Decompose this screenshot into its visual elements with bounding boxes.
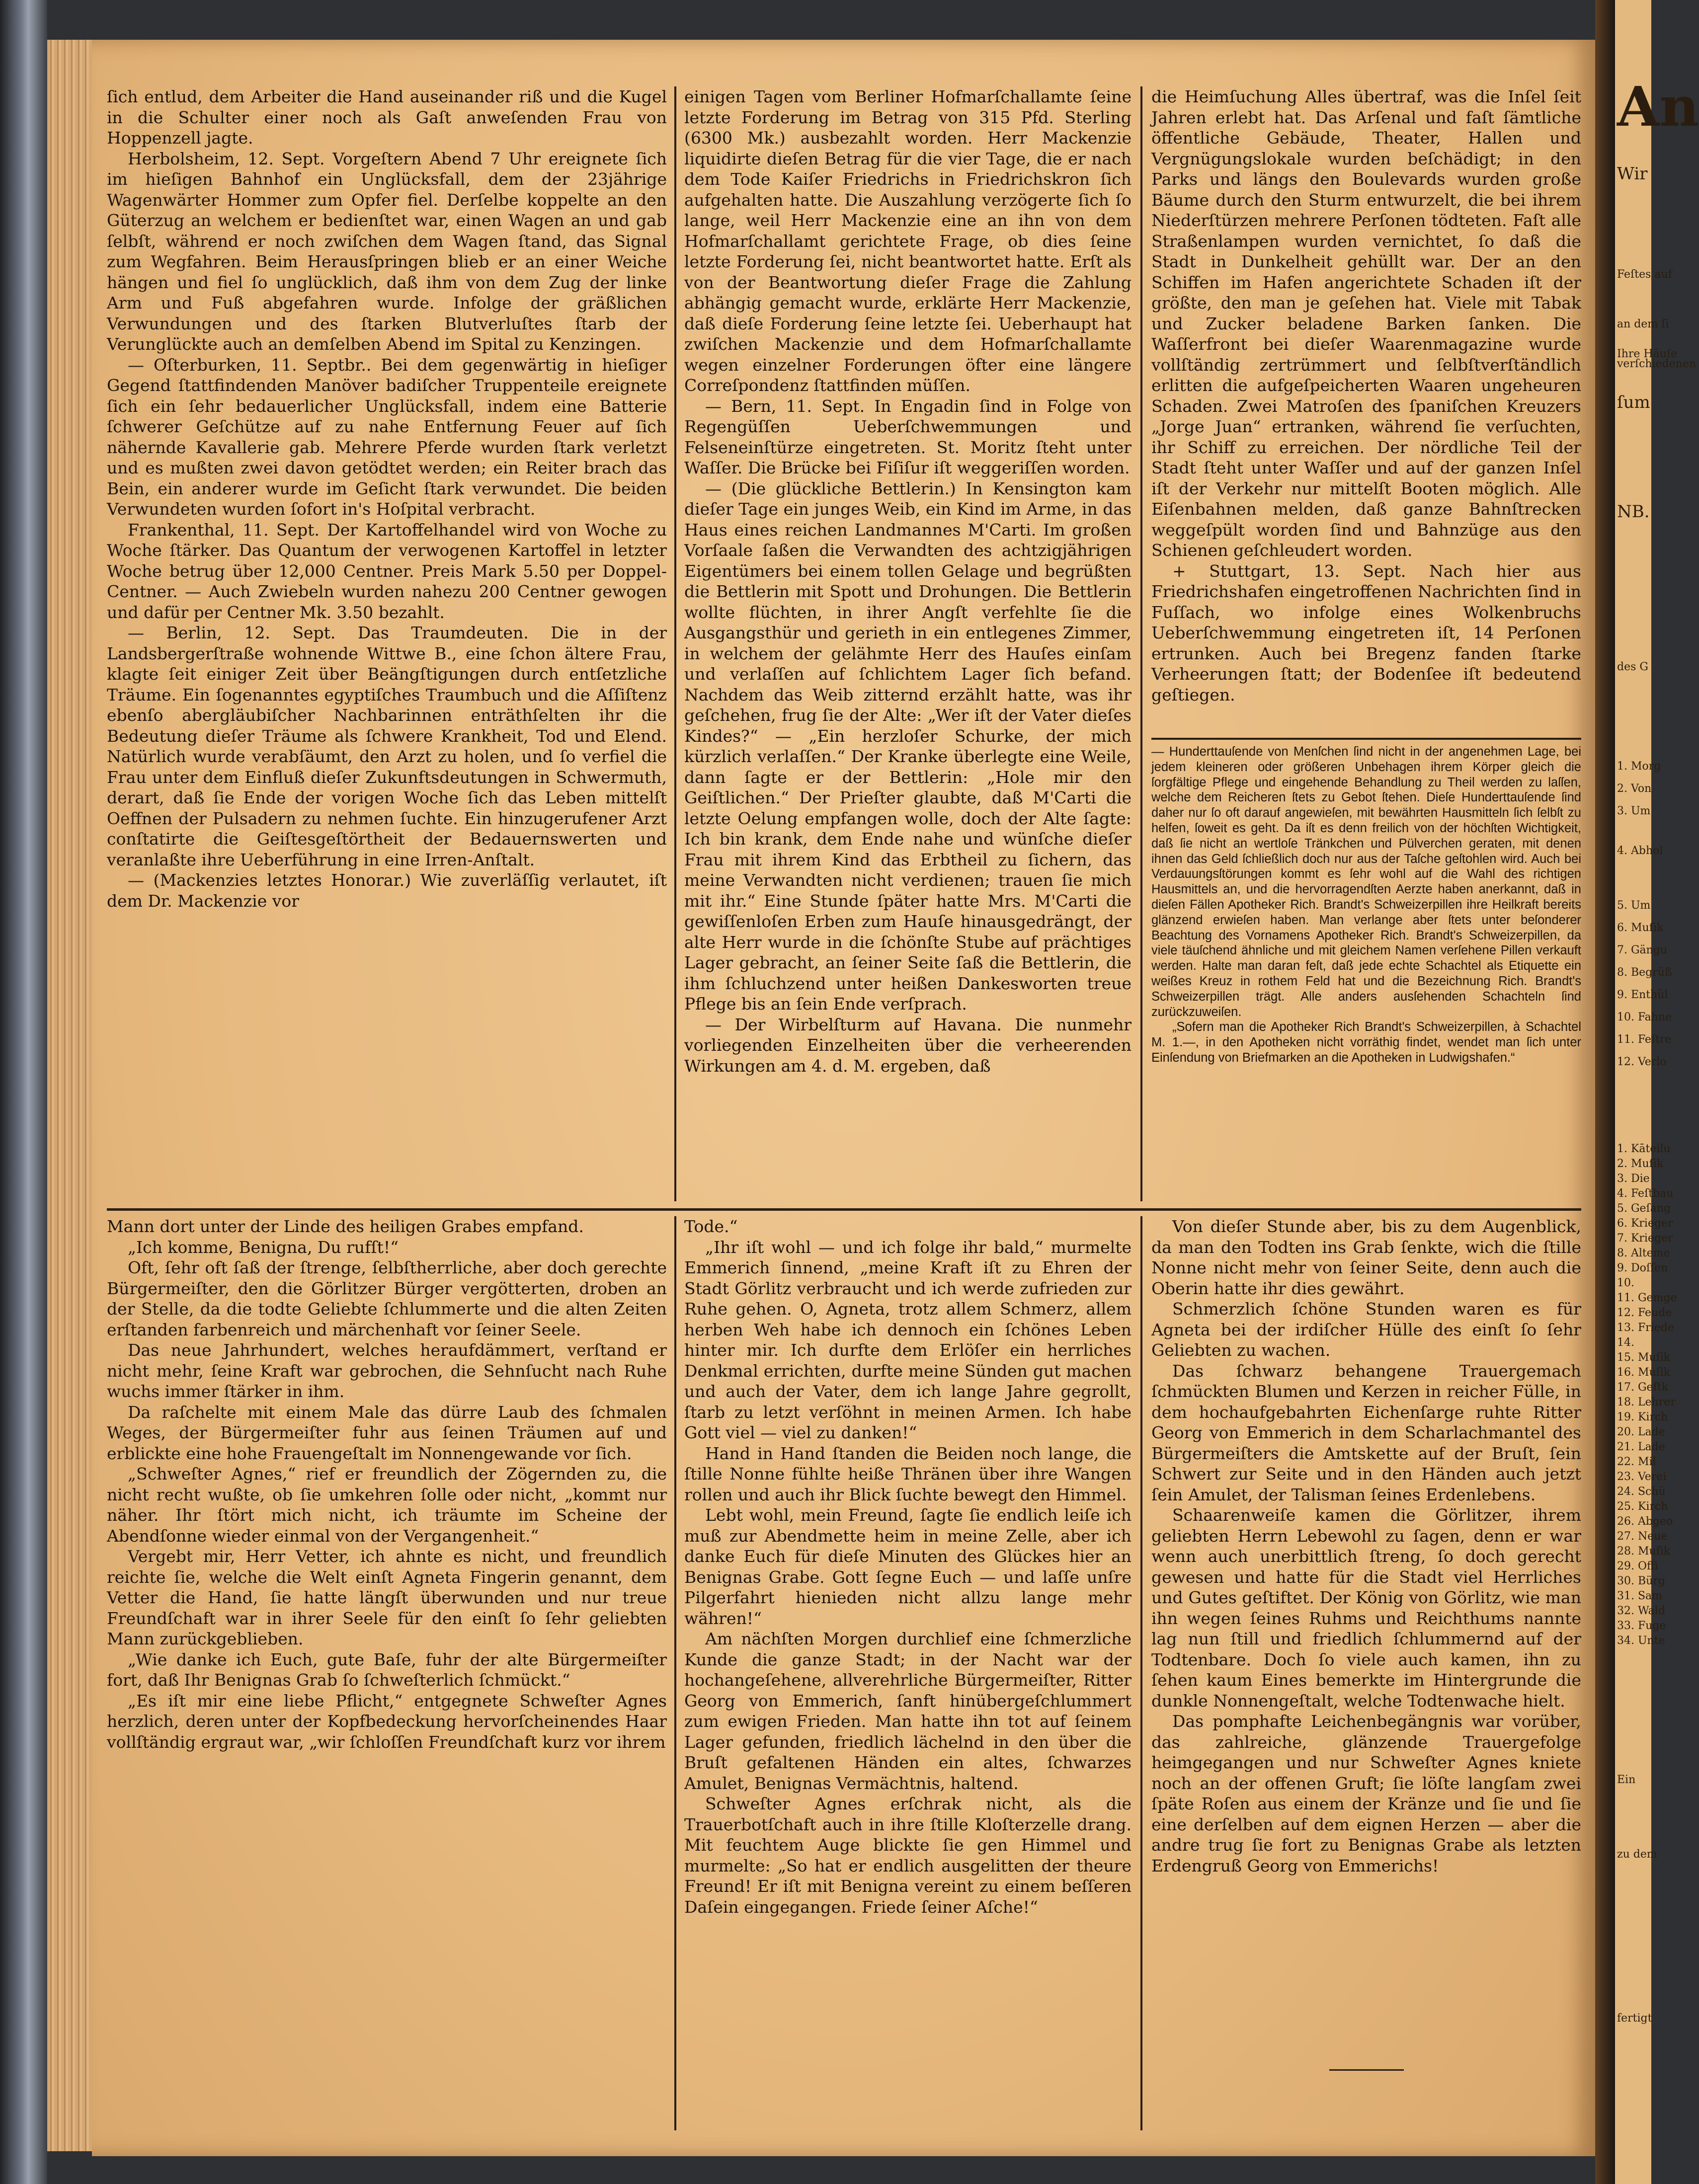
paragraph: Tode.“ xyxy=(684,1217,738,1236)
paragraph: Lebt wohl, mein Freund, ſagte ſie endlich leiſe ich muß zur Abendmette heim in meine Zelle, aber ich danke Euch für dieſe Minuten des Glückes hier an Benignas Grabe. Gott ſegne Euch — und laſſe unſre Pilgerfahrt hienieden nicht allzu lange mehr währen!“ xyxy=(684,1505,1132,1628)
paragraph: Vergebt mir, Herr Vetter, ich ahnte es nicht, und freundlich reichte ſie, welche die Welt einſt Agneta Fingerin genannt, dem Vetter die Hand, ſie hatte längſt überwunden und nur treue Freundſchaft war in ihrer Seele für den einſt ſo ſehr geliebten Mann zurückgeblieben. xyxy=(107,1547,667,1648)
paragraph: — (Die glückliche Bettlerin.) In Kensington kam dieſer Tage ein junges Weib, ein Kind im Arme, in das Haus eines reichen Landmannes M'Carti. Im großen Vorſaale ſaßen die Verwandten des achtzigjährigen Eigentümers bei einem tollen Gelage und begrüßten die Bettlerin mit Spott und Drohungen. Die Bettlerin wollte flüchten, in ihrer Angſt verfehlte ſie die Ausgangsthür und gerieth in ein entlegenes Zimmer, in welchem der gelähmte Herr des Hauſes einſam und verlaſſen auf ſchlichtem Lager ſich befand. Nachdem das Weib zitternd erzählt hatte, was ihr geſchehen, frug ſie der Alte: „Wer iſt der Vater dieſes Kindes?“ — „Ein herzloſer Schurke, der mich kürzlich verlaſſen.“ Der Kranke überlegte eine Weile, dann ſagte er der Bettlerin: „Hole mir den Geiſtlichen.“ Der Prieſter glaubte, daß M'Carti die letzte Oelung empfangen wolle, doch der Alte ſagte: Ich bin krank, dem Ende nahe und wünſche dieſer Frau mit ihrem Kind das Erbtheil zu ſichern, das meine Verwandten nicht verdienen; trauen ſie mich mit ihr.“ Eine Stunde ſpäter hatte Mrs. M'Carti die gewiſſenloſen Erben zum Hauſe hinausgedrängt, der alte Herr wurde in die ſchönſte Stube auf prächtiges Lager gebracht, an ſeiner Seite ſaß die Bettlerin, die ihm ſchluchzend unter heißen Dankesworten treue Pflege bis an ſein Ende verſprach. xyxy=(684,478,1132,1014)
adjacent-fragment: 2. Muſik xyxy=(1617,1158,1664,1170)
paragraph: Schmerzlich ſchöne Stunden waren es für Agneta bei der irdiſcher Hülle des einſt ſo ſehr Geliebten zu wachen. xyxy=(1151,1299,1581,1360)
adjacent-fragment: 7. Gängu xyxy=(1617,944,1668,956)
notice-footer: „Sofern man die Apotheker Rich Brandt's Schweizerpillen, à Schachtel M. 1.—, in den Apotheken nicht vorräthig findet, wendet man ſich unter Einſendung von Briefmarken an die Apotheken in Ludwigshafen.“ xyxy=(1151,1020,1581,1065)
adjacent-fragment: zu dem xyxy=(1617,1848,1657,1861)
adjacent-fragment: 6. Krieger xyxy=(1617,1217,1673,1230)
adjacent-fragment: 22. Mil xyxy=(1617,1456,1656,1468)
column-rule xyxy=(674,86,676,1201)
adjacent-page-strip xyxy=(1615,0,1699,2184)
paragraph: — Berlin, 12. Sept. Das Traumdeuten. Die in der Landsbergerſtraße wohnende Wittwe B., eine ſchon ältere Frau, klagte ſeit einiger Zeit über Beängſtigungen durch entſetzliche Träume. Ein ſogenanntes egyptiſches Traumbuch und die Aſſiſtenz ebenſo abergläubiſcher Nachbarinnen enträthſelten ihr die Bedeutung dieſer Träume als ſchwere Krankheit, Tod und Elend. Natürlich wurde verabſäumt, den Arzt zu holen, und ſo verfiel die Frau unter dem Einfluß dieſer Zukunftsdeutungen in Schwermuth, derart, daß ſie Ende der vorigen Woche ſich das Leben mittelſt Oeffnen der Pulsadern zu nehmen ſuchte. Ein hinzugerufener Arzt conſtatirte die Geiſtesgeſtörtheit der Bedauernswerten und veranlaßte ihre Ueberführung in eine Irren-Anſtalt. xyxy=(107,623,667,869)
column-rule xyxy=(674,1216,676,2130)
paragraph: Das ſchwarz behangene Trauergemach ſchmückten Blumen und Kerzen in reicher Fülle, in dem hochaufgebahrten Eichenſarge ruhte Ritter Georg von Emmerich in dem Scharlachmantel des Bürgermeiſters die Amtskette auf der Bruſt, ſein Schwert zur Seite und in den Händen auch jetzt ſein Amulet, der Talisman ſeines Erdenlebens. xyxy=(1151,1361,1581,1504)
adjacent-fragment: 6. Muſik xyxy=(1617,922,1664,934)
top-column-2 xyxy=(684,86,1132,1201)
adjacent-fragment: 4. Feſtbau xyxy=(1617,1187,1674,1200)
paragraph: Hand in Hand ſtanden die Beiden noch lange, die ſtille Nonne fühlte heiße Thränen über ihre Wangen rollen und auch ihr Blick ſuchte bewegt den Himmel. xyxy=(684,1443,1132,1504)
adjacent-fragment: 1. Kāteilu xyxy=(1617,1143,1671,1155)
paragraph: Am nächſten Morgen durchlief eine ſchmerzliche Kunde die ganze Stadt; in der Nacht war der hochangeſehene, allverehrliche Bürgermeiſter, Ritter Georg von Emmerich, ſanft hinübergeſchlummert zum ewigen Frieden. Man hatte ihn tot auf ſeinem Lager gefunden, friedlich lächelnd in den über die Bruſt gefaltenen Händen ein altes, ſchwarzes Amulet, Benignas Vermächtnis, haltend. xyxy=(684,1629,1132,1793)
adjacent-fragment: 7. Krieger xyxy=(1617,1232,1673,1245)
adjacent-header: An xyxy=(1617,75,1699,139)
adjacent-fragment: 3. Um xyxy=(1617,805,1651,817)
adjacent-fragment: Feſtes auf xyxy=(1617,268,1672,281)
adjacent-fragment: Wir xyxy=(1617,164,1648,184)
adjacent-fragment: Ein xyxy=(1617,1774,1636,1786)
adjacent-fragment: verſchiedenen xyxy=(1617,358,1697,370)
end-mark xyxy=(1329,2069,1404,2071)
adjacent-fragment: 32. Wald xyxy=(1617,1605,1665,1617)
adjacent-fragment: 1. Morg xyxy=(1617,760,1661,773)
adjacent-fragment: 33. Fuge xyxy=(1617,1620,1666,1632)
paragraph: Da raſchelte mit einem Male das dürre Laub des ſchmalen Weges, der Bürgermeiſter fuhr aus ſeinen Träumen auf und erblickte eine hohe Frauengeſtalt im Nonnengewande vor ſich. xyxy=(107,1402,667,1463)
paragraph: — Der Wirbelſturm auf Havana. Die nunmehr vorliegenden Einzelheiten über die verheerenden Wirkungen am 4. d. M. ergeben, daß xyxy=(684,1014,1132,1076)
advertisement-notice xyxy=(1151,744,1581,1201)
adjacent-fragment: 2. Von xyxy=(1617,782,1652,795)
paragraph: Oft, ſehr oft ſaß der ſtrenge, ſelbſtherrliche, aber doch gerechte Bürgermeiſter, den die Görlitzer Bürger vergötterten, droben an der Stelle, da die todte Geliebte ſchlummerte und die alten Zeiten erſtanden farbenreich und märchenhaft vor ſeiner Seele. xyxy=(107,1258,667,1339)
adjacent-fragment: 11. Feſtre xyxy=(1617,1033,1672,1046)
adjacent-fragment: an dem ſi xyxy=(1617,318,1669,330)
adjacent-fragment: 21. Lade xyxy=(1617,1441,1665,1453)
adjacent-fragment: 4. Abhol xyxy=(1617,845,1663,857)
adjacent-fragment: 31. Sam xyxy=(1617,1590,1663,1602)
adjacent-fragment: 12. Feude xyxy=(1617,1307,1672,1319)
adjacent-fragment: 30. Bürg xyxy=(1617,1575,1665,1587)
notice-paragraph: — Hunderttauſende von Menſchen ſind nicht in der angenehmen Lage, bei jedem kleineren oder größeren Unbehagen ihrem Körper gleich die ſorgfältige Pflege und eingehende Behandlung zu Theil werden zu laſſen, welche dem Reicheren ſtets zu Gebot ſtehen. Dieſe Hunderttauſende ſind daher nur ſo oft darauf angewieſen, mit bewährten Hausmitteln ſich ſelbſt zu helfen, ſoweit es geht. Da iſt es denn freilich von der höchſten Wichtigkeit, daß ſie nicht an wertloſe Tränkchen und Pülverchen geraten, mit denen ihnen das Geld ſchließlich doch nur aus der Taſche geſtohlen wird. Auch bei Verdauungsſtörungen kommt es ſehr wohl auf die Wahl des richtigen Hausmittels an, und die hervorragendſten Aerzte haben anerkannt, daß in dieſen Fällen Apotheker Rich. Brandt's Schweizerpillen ihre Heilkraft bereits glänzend erwieſen haben. Man verlange aber ſtets unter beſonderer Beachtung des Vornamens Apotheker Rich. Brandt's Schweizerpillen, da viele täuſchend ähnliche und mit gleichem Namen verſehene Pillen verkauft werden. Halte man daran feſt, daß jede echte Schachtel als Etiquette ein weißes Kreuz in rothem Feld hat und die Bezeichnung Rich. Brandt's Schweizerpillen trägt. Alle anders ausſehenden Schachteln ſind zurückzuweiſen. xyxy=(1151,745,1581,1019)
top-column-3 xyxy=(1151,86,1581,781)
adjacent-fragment: 8. Alteme xyxy=(1617,1247,1670,1259)
paragraph: — (Mackenzies letztes Honorar.) Wie zuverläſſig verlautet, iſt dem Dr. Mackenzie vor xyxy=(107,870,667,911)
adjacent-fragment: 34. Unte xyxy=(1617,1635,1665,1647)
adjacent-fragment: ſum xyxy=(1617,392,1650,412)
adjacent-fragment: 10. Fahne xyxy=(1617,1011,1672,1023)
paragraph: Mann dort unter der Linde des heiligen Grabes empfand. xyxy=(107,1217,584,1236)
adjacent-fragment: 24. Schü xyxy=(1617,1485,1666,1498)
adjacent-fragment: 14. xyxy=(1617,1336,1634,1349)
adjacent-fragment: 5. Geſang xyxy=(1617,1202,1671,1215)
paragraph: „Schweſter Agnes,“ rief er freundlich der Zögernden zu, die nicht recht wußte, ob ſie umkehren ſolle oder nicht, „kommt nur näher. Ihr ſtört mich nicht, ich träumte im Scheine der Abendſonne wieder einmal von der Vergangenheit.“ xyxy=(107,1464,667,1546)
adjacent-fragment: 28. Muſik xyxy=(1617,1545,1671,1558)
paragraph: Von dieſer Stunde aber, bis zu dem Augenblick, da man den Todten ins Grab ſenkte, wich die ſtille Nonne nicht mehr von ſeiner Seite, denn auch die Oberin hatte ihr dies gewährt. xyxy=(1151,1217,1581,1298)
paragraph: „Es iſt mir eine liebe Pflicht,“ entgegnete Schweſter Agnes herzlich, deren unter der Kopfbedeckung hervorſcheinendes Haar vollſtändig ergraut war, „wir ſchloſſen Freundſchaft kurz vor ihrem xyxy=(107,1691,667,1752)
adjacent-fragment: 26. Abgeo xyxy=(1617,1515,1673,1528)
paragraph: Schaarenweiſe kamen die Görlitzer, ihrem geliebten Herrn Lebewohl zu ſagen, denn er war wenn auch unerbittlich ſtreng, ſo doch gerecht gewesen und hatte für die Stadt viel Herrliches und Gutes geſtiftet. Der König von Görlitz, wie man ihn wegen ſeines Ruhms und Reichthums nannte lag nun ſtill und friedlich ſchlummernd auf der Todtenbare. Doch ſo viele auch kamen, ihn zu ſehen kaum Eines bemerkte im Hintergrunde die dunkle Nonnengeſtalt, welche Todtenwache hielt. xyxy=(1151,1505,1581,1711)
adjacent-fragment: 18. Lehrer xyxy=(1617,1396,1676,1408)
top-column-1 xyxy=(107,86,667,1201)
adjacent-fragment: 27. Neue xyxy=(1617,1530,1668,1543)
adjacent-fragment: fertigt xyxy=(1617,2012,1652,2025)
adjacent-fragment: 23. Verei xyxy=(1617,1471,1667,1483)
adjacent-fragment: Ihre Häuſe xyxy=(1617,348,1678,360)
paragraph: Frankenthal, 11. Sept. Der Kartoffelhandel wird von Woche zu Woche ſtärker. Das Quantum der verwogenen Kartoffel in letzter Woche betrug über 12,000 Centner. Preis Mark 5.50 per Doppel-Centner. — Auch Zwiebeln wurden nahezu 200 Centner gewogen und dafür per Centner Mk. 3.50 bezahlt. xyxy=(107,520,667,622)
paragraph: Herbolsheim, 12. Sept. Vorgeſtern Abend 7 Uhr ereignete ſich im hieſigen Bahnhof ein Unglücksfall, dem der 23jährige Wagenwärter Hommer zum Opfer fiel. Derſelbe koppelte an den Güterzug an welchem er bedienſtet war, einen Wagen an und gab ſelbſt, während er noch zwiſchen dem Wagen ſtand, das Signal zum Wegfahren. Beim Herausſpringen blieb er an einer Weiche hängen und fiel ſo unglücklich, daß ihm von dem Zug der linke Arm und Fuß abgefahren wurde. Infolge der gräßlichen Verwundungen und des ſtarken Blutverluſtes ſtarb der Verunglückte auch an demſelben Abend im Spital zu Kenzingen. xyxy=(107,149,667,354)
paragraph: Schweſter Agnes erſchrak nicht, als die Trauerbotſchaft auch in ihre ſtille Kloſterzelle drang. Mit feuchtem Auge blickte ſie gen Himmel und murmelte: „So hat er endlich ausgelitten der theure Freund! Er iſt mit Benigna vereint zu einem beſſeren Daſein eingegangen. Friede ſeiner Aſche!“ xyxy=(684,1794,1132,1917)
column-rule xyxy=(1140,86,1142,1201)
paragraph: — Bern, 11. Sept. In Engadin ſind in Folge von Regengüſſen Ueberſchwemmungen und Felseneinſtürze eingetreten. St. Moritz ſteht unter Waſſer. Die Brücke bei Fiſiſur iſt weggeriſſen worden. xyxy=(684,396,1132,477)
paragraph: die Heimſuchung Alles übertraf, was die Inſel ſeit Jahren erlebt hat. Das Arſenal und faſt ſämtliche öffentliche Gebäude, Theater, Hallen und Vergnügungslokale wurden beſchädigt; in den Parks und längs den Boulevards wurden große Bäume durch den Sturm entwurzelt, die bei ihrem Niederſtürzen mehrere Perſonen tödteten. Faſt alle Straßenlampen wurden vernichtet, ſo daß die Stadt in Dunkelheit gehüllt war. Der an den Schiffen im Hafen angerichtete Schaden iſt der größte, den man je geſehen hat. Viele mit Tabak und Zucker beladene Barken ſanken. Die Waſſerfront bei dieſer Waarenmagazine wurde vollſtändig zertrümmert und ſelbſtverſtändlich erlitten die aufgeſpeicherten Waaren ungeheuren Schaden. Zwei Matroſen des ſpaniſchen Kreuzers „Jorge Juan“ ertranken, während ſie verſuchten, ihr Schiff zu erreichen. Der nördliche Teil der Stadt ſteht unter Waſſer und auf der ganzen Inſel iſt der Verkehr nur mittelſt Booten möglich. Alle Eiſenbahnen melden, daß ganze Bahnſtrecken weggeſpült worden ſind und Bahnzüge aus den Schienen geſchleudert worden. xyxy=(1151,87,1581,560)
section-rule xyxy=(107,1208,1581,1211)
paragraph: „Wie danke ich Euch, gute Baſe, fuhr der alte Bürgermeiſter fort, daß Ihr Benignas Grab ſo ſchweſterlich ſchmückt.“ xyxy=(107,1649,667,1690)
paragraph: einigen Tagen vom Berliner Hofmarſchallamte ſeine letzte Forderung im Betrag von 315 Pfd. Sterling (6300 Mk.) ausbezahlt worden. Herr Mackenzie liquidirte dieſen Betrag für die vier Tage, die er nach dem Tode Kaiſer Friedrichs in Friedrichskron ſich aufgehalten hatte. Die Auszahlung verzögerte ſich ſo lange, weil Herr Mackenzie eine an ihn von dem Hofmarſchallamt gerichtete Frage, ob dies ſeine letzte Forderung ſei, nicht beantwortet hatte. Erſt als von der Beantwortung dieſer Frage die Zahlung abhängig gemacht wurde, erklärte Herr Mackenzie, daß dieſe Forderung ſeine letzte ſei. Ueberhaupt hat zwiſchen Mackenzie und dem Hofmarſchallamte wegen einzelner Forderungen öfter eine längere Correſpondenz ſtattfinden müſſen. xyxy=(684,87,1132,395)
column-rule xyxy=(1140,1216,1142,2130)
adjacent-fragment: 5. Um xyxy=(1617,899,1651,912)
adjacent-fragment: NB. xyxy=(1617,502,1650,522)
paragraph: „Ich komme, Benigna, Du rufſt!“ xyxy=(128,1237,399,1257)
adjacent-fragment: 9. Enthül xyxy=(1617,989,1668,1001)
bottom-column-3 xyxy=(1151,1216,1581,2061)
paragraph: ſich entlud, dem Arbeiter die Hand auseinander riß und die Kugel in die Schulter einer noch als Gaſt anweſenden Frau von Hoppenzell jagte. xyxy=(107,87,667,148)
adjacent-fragment: 3. Die xyxy=(1617,1172,1650,1185)
paragraph: Das pomphafte Leichenbegängnis war vorüber, das zahlreiche, glänzende Trauergefolge heimgegangen und nur Schweſter Agnes kniete noch an der offenen Gruft; ſie löſte langſam zwei ſpäte Roſen aus einem der Kränze und ſie und ſie eine derſelben auf dem eignen Herzen — aber die andre trug ſie fort zu Benignas Grabe als letzten Erdengruß Georg von Emmerichs! xyxy=(1151,1712,1581,1875)
adjacent-fragment: 12. Verlo xyxy=(1617,1056,1667,1068)
adjacent-fragment: 16. Muſik xyxy=(1617,1366,1671,1379)
adjacent-fragment: 29. Offi xyxy=(1617,1560,1658,1572)
paragraph: + Stuttgart, 13. Sept. Nach hier aus Friedrichshafen eingetroffenen Nachrichten ſind in Fuſſach, wo infolge eines Wolkenbruchs Ueberſchwemmung eingetreten iſt, 14 Perſonen ertrunken. Auch bei Bregenz fanden ſtarke Verheerungen ſtatt; der Bodenſee iſt bedeutend geſtiegen. xyxy=(1151,561,1581,704)
adjacent-fragment: des G xyxy=(1617,661,1648,673)
paragraph: — Oſterburken, 11. Septbr.. Bei dem gegenwärtig in hieſiger Gegend ſtattfindenden Manöver badiſcher Truppenteile ereignete ſich ein ſehr bedauerlicher Unglücksfall, indem eine Batterie ſchwerer Geſchütze auf zu nahe Entfernung Feuer auf ſich nähernde Kavallerie gab. Mehrere Pferde wurden ſtark verletzt und es mußten zwei davon getödtet werden; ein Reiter brach das Bein, ein anderer wurde im Geſicht ſtark verwundet. Die beiden Verwundeten wurden ſofort in's Hoſpital verbracht. xyxy=(107,355,667,519)
adjacent-fragment: 13. Friede xyxy=(1617,1322,1674,1334)
adjacent-fragment: 8. Begrüß xyxy=(1617,966,1672,979)
paragraph: „Ihr iſt wohl — und ich folge ihr bald,“ murmelte Emmerich ſinnend, „meine Kraft iſt zu Ehren der Stadt Görlitz verbraucht und ich werde zufrieden zur Ruhe gehen. O, Agneta, trotz allem Schmerz, allem herben Weh habe ich dennoch ein ſchönes Leben hinter mir. Ich durfte dem Erlöſer ein herrliches Denkmal errichten, durfte meine Sünden gut machen und auch der Vater, dem ich lange Jahre gegrollt, ſtarb zu letzt verſöhnt in meinen Armen. Ich habe Gott viel — viel zu danken!“ xyxy=(684,1237,1132,1442)
adjacent-fragment: 11. Gemge xyxy=(1617,1292,1677,1304)
advert-rule xyxy=(1151,738,1581,740)
book-gutter xyxy=(1595,0,1615,2184)
page-stack-edge xyxy=(47,40,92,2151)
adjacent-fragment: 9. Doſſen xyxy=(1617,1262,1668,1274)
adjacent-fragment: 20. Lade xyxy=(1617,1426,1665,1438)
newspaper-page xyxy=(92,40,1595,2156)
adjacent-fragment: 15. Muſik xyxy=(1617,1351,1671,1364)
bottom-column-1 xyxy=(107,1216,667,2130)
bottom-column-2 xyxy=(684,1216,1132,2130)
adjacent-fragment: 10. xyxy=(1617,1277,1634,1289)
adjacent-fragment: 25. Kirch xyxy=(1617,1500,1668,1513)
adjacent-fragment: 19. Kirch xyxy=(1617,1411,1668,1423)
adjacent-fragment: 17. Geſtk xyxy=(1617,1381,1668,1394)
paragraph: Das neue Jahrhundert, welches heraufdämmert, verſtand er nicht mehr, ſeine Kraft war gebrochen, die Sehnſucht nach Ruhe wuchs immer ſtärker in ihm. xyxy=(107,1340,667,1401)
binding-edge xyxy=(0,0,47,2184)
